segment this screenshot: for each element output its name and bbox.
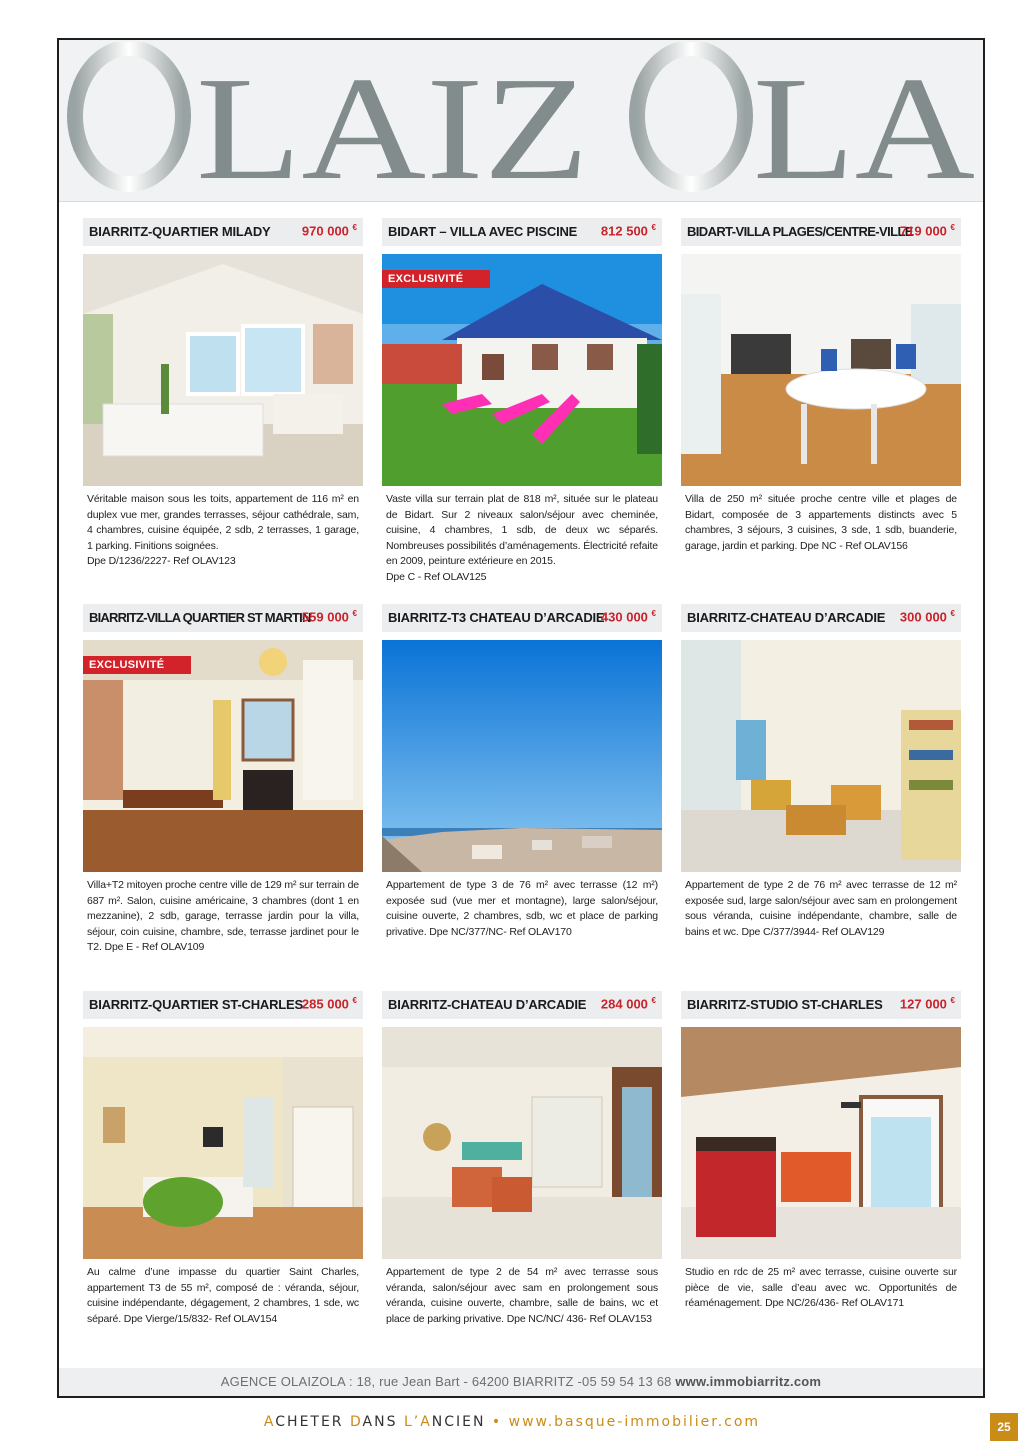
listing-dpe-ref: Dpe NC/NC/ 436- Ref OLAV153 bbox=[506, 1312, 652, 1325]
listing-title: BIARRITZ-STUDIO ST-CHARLES bbox=[687, 997, 883, 1012]
listing-description: Véritable maison sous les toits, appartement de 116 m² en duplex vue mer, grandes terrasses, séjour cathédrale, sam, 4 chambres, cuisine équipée, 2 sdb, 2 terrasses, 1 garage, 1 parking. Finitions soignées. Dpe D/1236/2227- Ref OLAV123 bbox=[87, 493, 359, 568]
listing-price: 430 000 € bbox=[600, 609, 656, 625]
listing-title: BIARRITZ-CHATEAU D’ARCADIE bbox=[687, 610, 886, 625]
listing-dpe-ref: Dpe C - Ref OLAV125 bbox=[386, 570, 487, 583]
listing-price: 127 000 € bbox=[899, 996, 955, 1012]
listing-description: Au calme d’une impasse du quartier Saint Charles, appartement T3 de 55 m², composé de : véranda, séjour, cuisine indépendante, dégagement, 2 chambres, 1 sde, wc séparé. Dpe Vierge/15/832- Ref OLAV154 bbox=[87, 1266, 359, 1325]
listing-title-bar bbox=[83, 604, 363, 632]
exclusivite-badge: EXCLUSIVITÉ bbox=[83, 656, 191, 674]
page-frame bbox=[57, 38, 985, 1398]
listing-photo[interactable] bbox=[382, 640, 662, 872]
listing-dpe-ref: Dpe C/377/3944- Ref OLAV129 bbox=[741, 925, 885, 938]
listing-photo[interactable] bbox=[382, 1027, 662, 1259]
listing-price: 559 000 € bbox=[301, 609, 357, 625]
listing-title: BIARRITZ-CHATEAU D’ARCADIE bbox=[388, 997, 587, 1012]
listing-title-bar bbox=[382, 991, 662, 1019]
listing-description: Villa de 250 m² située proche centre ville et plages de Bidart, composée de 3 appartements distincts avec 5 chambres, 3 séjours, 3 cuisines, 3 sde, 1 sdb, buanderie, garage, jardin et parking. Dpe NC - Ref OLAV156 bbox=[685, 493, 957, 552]
listing-title-bar bbox=[83, 991, 363, 1019]
listing-photo[interactable] bbox=[681, 640, 961, 872]
listing-title: BIARRITZ-VILLA QUARTIER ST MARTIN bbox=[89, 610, 311, 625]
listing-title-bar bbox=[681, 991, 961, 1019]
svg-text:LAIZ: LAIZ bbox=[196, 47, 589, 200]
page-number: 25 bbox=[990, 1413, 1018, 1441]
agency-footer bbox=[59, 1368, 983, 1396]
listing-price: 285 000 € bbox=[301, 996, 357, 1012]
listing-title-bar bbox=[83, 218, 363, 246]
page-footer: ACHETER DANS L’ANCIEN • www.basque-immobilier.com bbox=[263, 1414, 761, 1430]
footer-website-link[interactable]: www.basque-immobilier.com bbox=[508, 1414, 761, 1430]
listing-price: 719 000 € bbox=[899, 223, 955, 239]
listing-price: 970 000 € bbox=[301, 223, 357, 239]
listing-description: Appartement de type 3 de 76 m² avec terrasse (12 m²) exposée sud (vue mer et montagne), large salon/séjour, cuisine ouverte, 2 chambres, sdb, wc et place de parking privative. Dpe NC/377/NC- Ref OLAV170 bbox=[386, 879, 658, 938]
agency-address: AGENCE OLAIZOLA : 18, rue Jean Bart - 64200 BIARRITZ -05 59 54 13 68 bbox=[220, 1374, 672, 1389]
listing-description: Appartement de type 2 de 76 m² avec terrasse de 12 m² exposée sud, large salon/séjour avec sam en prolongement sous véranda, cuisine indépendante, chambre, salle de bains et wc. Dpe C/377/3944- Ref OLAV129 bbox=[685, 879, 957, 938]
listing-title: BIARRITZ-T3 CHATEAU D’ARCADIE bbox=[388, 610, 605, 625]
listing-title: BIDART – VILLA AVEC PISCINE bbox=[388, 224, 578, 239]
listing-dpe-ref: Dpe Vierge/15/832- Ref OLAV154 bbox=[123, 1312, 278, 1325]
listing-title: BIDART-VILLA PLAGES/CENTRE-VILLE bbox=[687, 224, 913, 239]
brand-logo bbox=[59, 42, 983, 200]
listing-dpe-ref: Dpe D/1236/2227- Ref OLAV123 bbox=[87, 555, 236, 568]
listing-title-bar bbox=[382, 604, 662, 632]
listing-price: 284 000 € bbox=[600, 996, 656, 1012]
listing-description: Studio en rdc de 25 m² avec terrasse, cuisine ouverte sur pièce de vie, salle d’eau avec wc. Opportunités de réaménagement. Dpe NC/26/436- Ref OLAV171 bbox=[685, 1266, 957, 1310]
listing-title: BIARRITZ-QUARTIER MILADY bbox=[89, 224, 271, 239]
listing-dpe-ref: Dpe NC/26/436- Ref OLAV171 bbox=[765, 1297, 904, 1310]
listing-photo[interactable] bbox=[83, 1027, 363, 1259]
listing-title-bar bbox=[681, 604, 961, 632]
listing-photo[interactable] bbox=[83, 254, 363, 486]
listing-title-bar bbox=[382, 218, 662, 246]
listing-dpe-ref: Dpe E - Ref OLAV109 bbox=[104, 941, 205, 954]
listing-description: Villa+T2 mitoyen proche centre ville de 129 m² sur terrain de 687 m². Salon, cuisine américaine, 3 chambres (dont 1 en mezzanine), 2 sdb, garage, terrasse jardin pour la villa, séjour, coin cuisine, chambre, sde, terrasse jardinet pour le T2. Dpe E - Ref OLAV109 bbox=[87, 879, 359, 954]
agency-website[interactable]: www.immobiarritz.com bbox=[675, 1374, 822, 1389]
listing-price: 300 000 € bbox=[899, 609, 955, 625]
listing-title: BIARRITZ-QUARTIER ST-CHARLES bbox=[89, 997, 303, 1012]
listing-description: Vaste villa sur terrain plat de 818 m², située sur le plateau de Bidart. Sur 2 niveaux salon/séjour avec cheminée, cuisine, 4 chambres, 1 sdb, de deux wc séparés. Nombreuses possibilités d’aménagements. Électricité refaite en 2009, peinture extérieure en 2015. Dpe C - Ref OLAV125 bbox=[386, 493, 658, 583]
listing-price: 812 500 € bbox=[600, 223, 656, 239]
listing-photo[interactable] bbox=[681, 1027, 961, 1259]
listing-photo[interactable] bbox=[681, 254, 961, 486]
listing-description: Appartement de type 2 de 54 m² avec terrasse sous véranda, salon/séjour avec sam en prolongement sous véranda, cuisine ouverte, chambre, salle de bains, wc et place de parking privative. Dpe NC/NC/ 436- Ref OLAV153 bbox=[386, 1266, 658, 1325]
listing-photo[interactable] bbox=[83, 640, 363, 872]
svg-text:LA: LA bbox=[753, 47, 975, 200]
header bbox=[59, 40, 983, 202]
listing-dpe-ref: Dpe NC/377/NC- Ref OLAV170 bbox=[429, 925, 572, 938]
listing-title-bar bbox=[681, 218, 961, 246]
listing-dpe-ref: Dpe NC - Ref OLAV156 bbox=[800, 539, 908, 552]
exclusivite-badge: EXCLUSIVITÉ bbox=[382, 270, 490, 288]
listing-photo[interactable] bbox=[382, 254, 662, 486]
